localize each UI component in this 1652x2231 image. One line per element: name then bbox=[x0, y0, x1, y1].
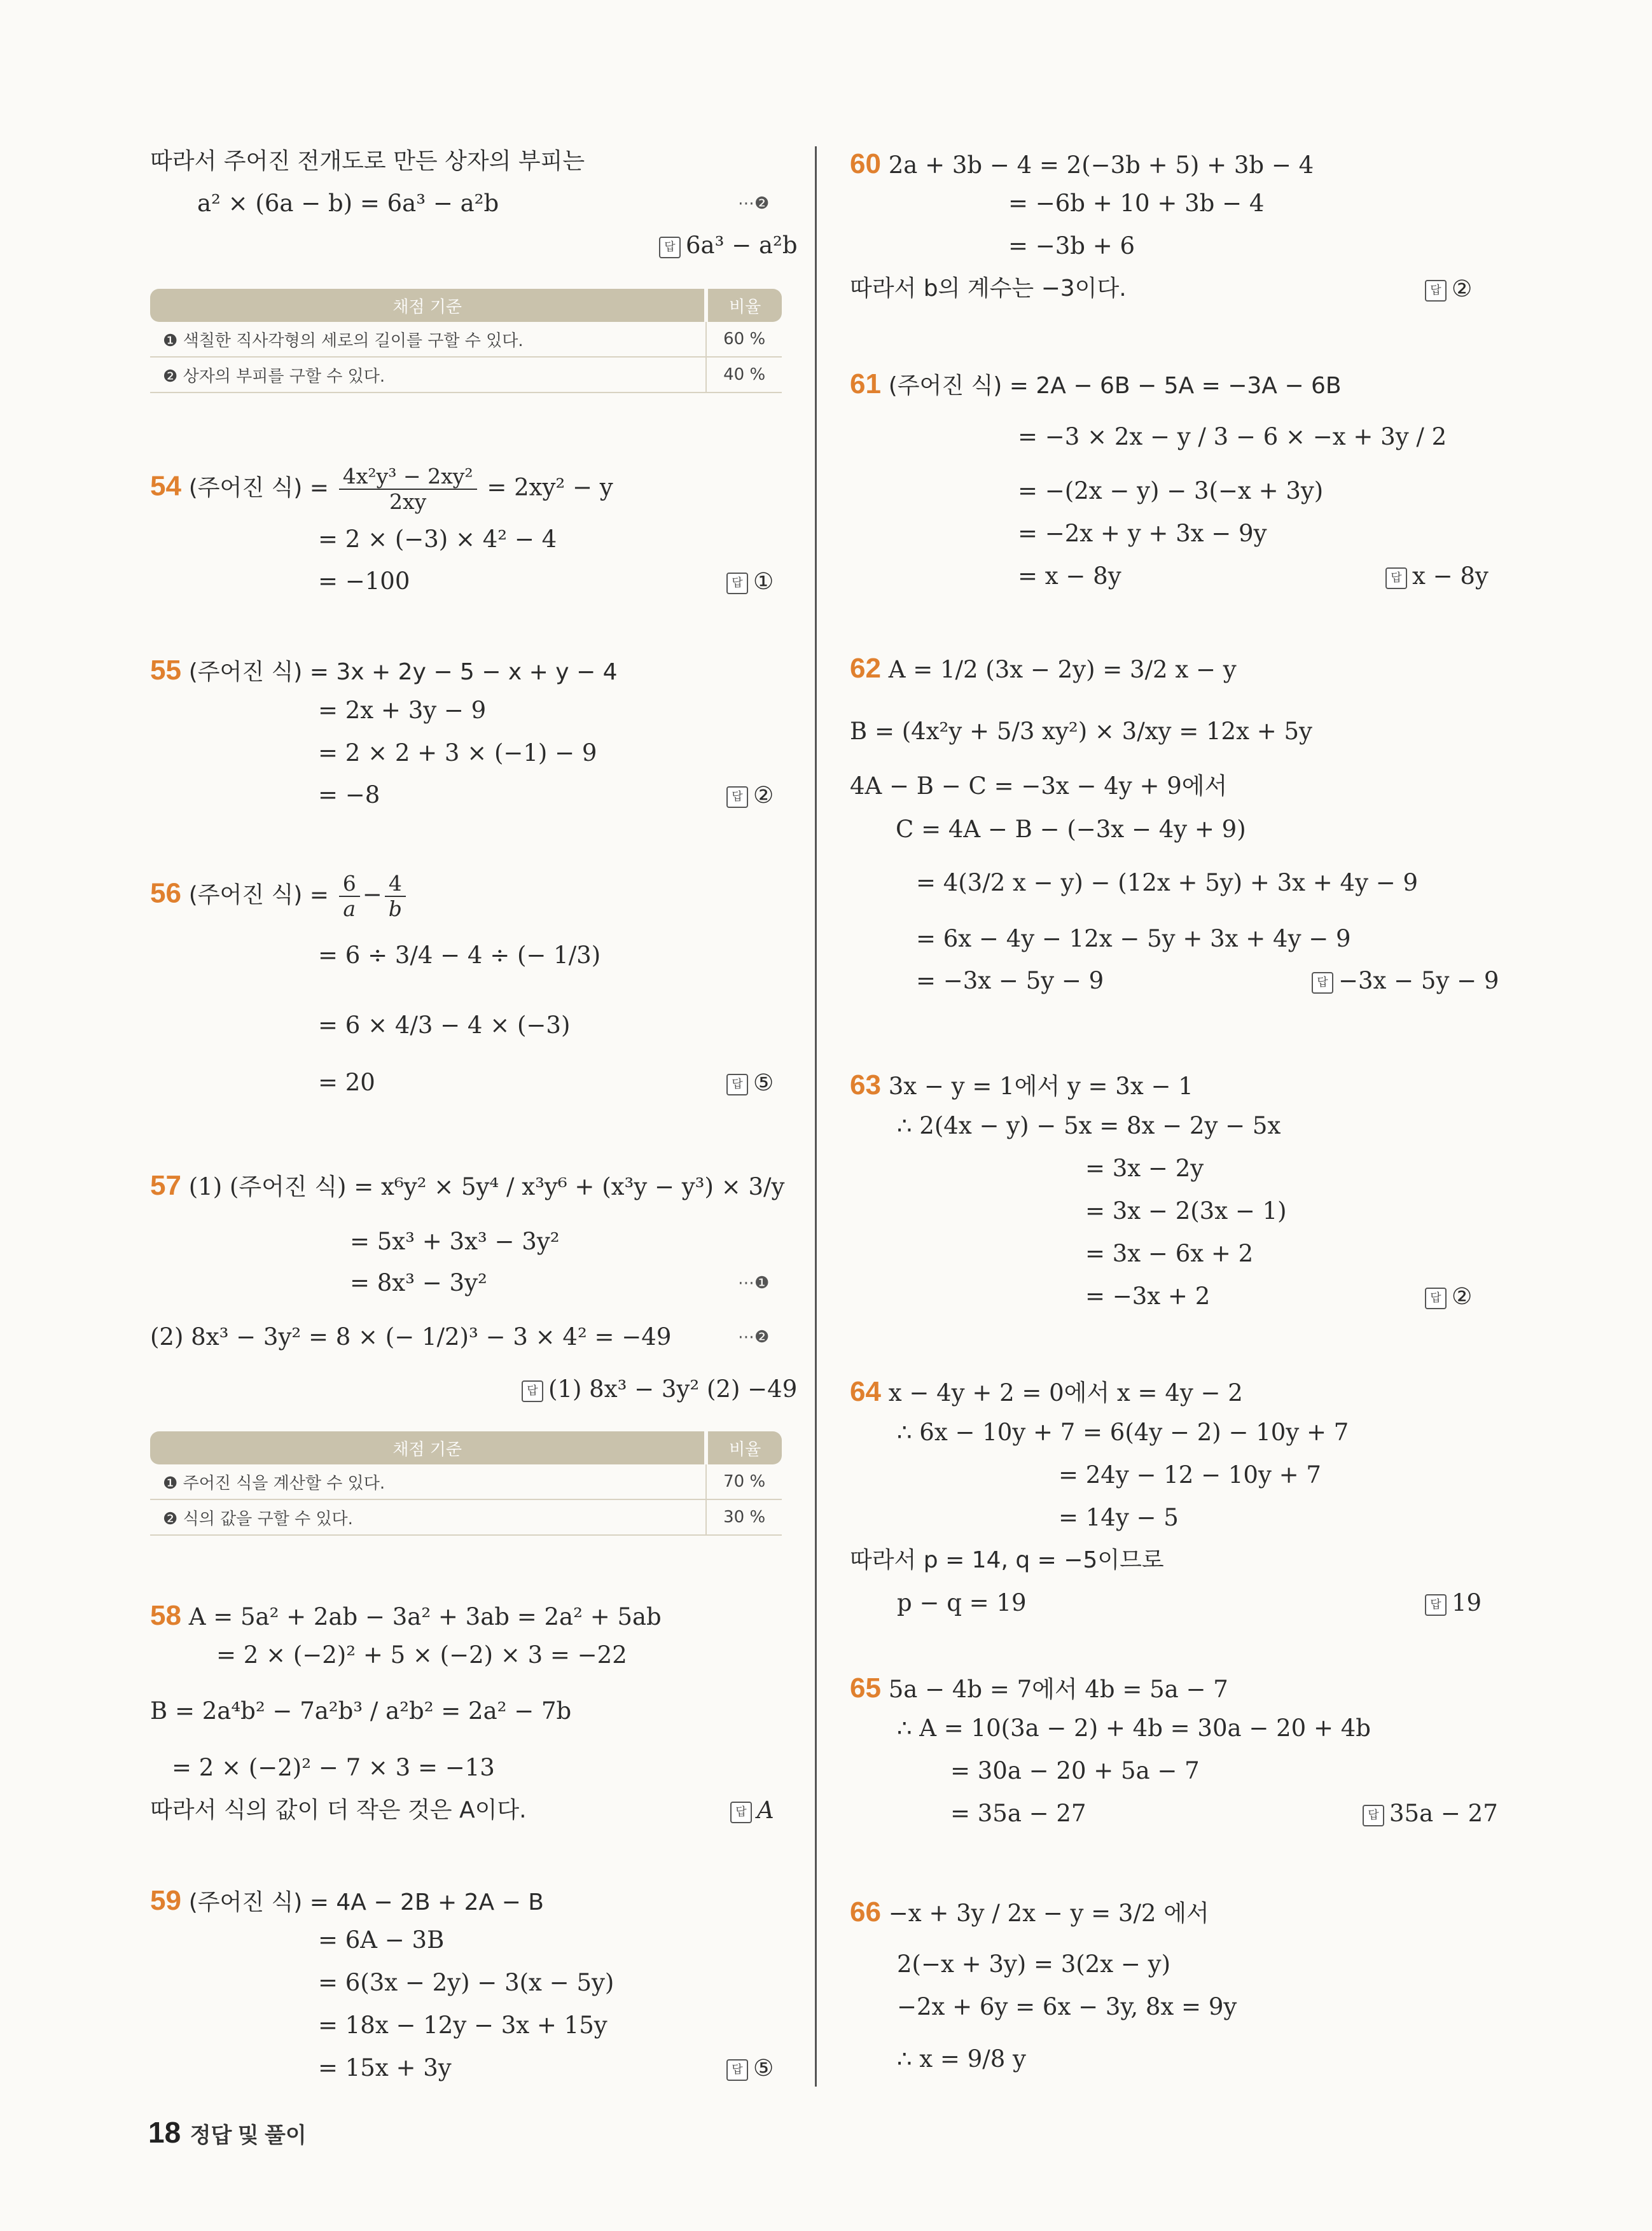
solution-line: = 3x − 2y bbox=[1085, 1155, 1204, 1182]
solution-line: −2x + 6y = 6x − 3y, 8x = 9y bbox=[897, 1993, 1237, 2020]
solution-line: 4A − B − C = −3x − 4y + 9에서 bbox=[850, 772, 1228, 800]
solution-line: = 20 bbox=[318, 1069, 375, 1096]
solution-line: ∴ x = 9/8 y bbox=[897, 2045, 1026, 2073]
step-marker: ⋯❶ bbox=[738, 1274, 770, 1293]
solution-line: = 6 ÷ 3/4 − 4 ÷ (− 1/3) bbox=[318, 942, 601, 969]
solution-line: = 6(3x − 2y) − 3(x − 5y) bbox=[318, 1969, 614, 1996]
table-row: ❶ 주어진 식을 계산할 수 있다. 70 % bbox=[150, 1464, 782, 1499]
solution-line: 따라서 식의 값이 더 작은 것은 A이다. bbox=[150, 1797, 527, 1823]
answer: 답 6a³ − a²b bbox=[659, 232, 798, 259]
solution-line: = −8 bbox=[318, 781, 380, 809]
solution-line: 따라서 p = 14, q = −5이므로 bbox=[850, 1547, 1164, 1573]
solution-line: = x − 8y bbox=[1018, 562, 1121, 590]
answer: 답 (1) 8x³ − 3y² (2) −49 bbox=[522, 1375, 797, 1403]
answer-icon: 답 bbox=[659, 237, 681, 258]
answer-icon: 답 bbox=[726, 786, 748, 808]
problem-66: 66 −x + 3y / 2x − y = 3/2 에서 bbox=[850, 1896, 1209, 1928]
answer: 답 A bbox=[730, 1797, 774, 1824]
solution-line: = 8x³ − 3y² bbox=[350, 1269, 487, 1296]
solution-line: = −100 bbox=[318, 567, 410, 595]
problem-63: 63 3x − y = 1에서 y = 3x − 1 bbox=[850, 1069, 1193, 1101]
answer: 답 −3x − 5y − 9 bbox=[1312, 967, 1499, 994]
problem-59: 59 (주어진 식) = 4A − 2B + 2A − B bbox=[150, 1885, 544, 1916]
solution-line: = 24y − 12 − 10y + 7 bbox=[1059, 1461, 1321, 1489]
solution-line: C = 4A − B − (−3x − 4y + 9) bbox=[896, 816, 1246, 843]
table-header-ratio: 비율 bbox=[706, 1431, 782, 1464]
answer: 답 x − 8y bbox=[1385, 562, 1489, 590]
solution-line: = 2 × (−2)² − 7 × 3 = −13 bbox=[172, 1754, 495, 1781]
table-header-criteria: 채점 기준 bbox=[150, 1431, 706, 1464]
step-marker: ⋯❷ bbox=[738, 1328, 770, 1347]
answer-icon: 답 bbox=[730, 1802, 752, 1823]
column-divider bbox=[815, 146, 817, 2087]
solution-line: = −3 × 2x − y / 3 − 6 × −x + 3y / 2 bbox=[1018, 423, 1447, 450]
solution-line: = 3x − 2(3x − 1) bbox=[1085, 1197, 1287, 1225]
solution-line: = 2x + 3y − 9 bbox=[318, 697, 487, 724]
solution-line: = −3x − 5y − 9 bbox=[916, 967, 1104, 994]
solution-line: = −3b + 6 bbox=[1008, 232, 1135, 260]
table-header-criteria: 채점 기준 bbox=[150, 289, 706, 322]
solution-line: = −(2x − y) − 3(−x + 3y) bbox=[1018, 477, 1324, 504]
page-footer bbox=[148, 2115, 307, 2150]
step-marker: ⋯❷ bbox=[738, 194, 770, 213]
solution-line: = −6b + 10 + 3b − 4 bbox=[1008, 190, 1265, 217]
answer: 답 ⑤ bbox=[726, 1069, 774, 1096]
table-row: ❷ 상자의 부피를 구할 수 있다. 40 % bbox=[150, 357, 782, 393]
solution-line: = 18x − 12y − 3x + 15y bbox=[318, 2012, 607, 2039]
problem-58: 58 A = 5a² + 2ab − 3a² + 3ab = 2a² + 5ab bbox=[150, 1600, 662, 1631]
solution-line: = −3x + 2 bbox=[1085, 1282, 1211, 1310]
solution-line: ∴ 6x − 10y + 7 = 6(4y − 2) − 10y + 7 bbox=[897, 1419, 1349, 1446]
solution-line: = 2 × 2 + 3 × (−1) − 9 bbox=[318, 739, 597, 767]
solution-line: = 5x³ + 3x³ − 3y² bbox=[350, 1228, 560, 1255]
solution-line: p − q = 19 bbox=[897, 1589, 1027, 1616]
solution-line: = 6x − 4y − 12x − 5y + 3x + 4y − 9 bbox=[916, 925, 1351, 952]
problem-54: 54 (주어진 식) = $\frac{\text{4x²y³ − 2xy²}}{2xy}$ = 2xy² − y bbox=[150, 464, 613, 514]
intro-text: 따라서 주어진 전개도로 만든 상자의 부피는 bbox=[150, 148, 585, 174]
problem-64: 64 x − 4y + 2 = 0에서 x = 4y − 2 bbox=[850, 1376, 1243, 1407]
answer-icon: 답 bbox=[1363, 1805, 1384, 1826]
answer: 답 35a − 27 bbox=[1363, 1800, 1498, 1827]
solution-line: 2(−x + 3y) = 3(2x − y) bbox=[897, 1950, 1171, 1978]
answer: 답 ② bbox=[726, 781, 774, 809]
scoring-table bbox=[150, 289, 782, 393]
answer: 답 ② bbox=[1425, 275, 1472, 302]
table-row: ❶ 색칠한 직사각형의 세로의 길이를 구할 수 있다. 60 % bbox=[150, 322, 782, 357]
solution-line: (2) 8x³ − 3y² = 8 × (− 1/2)³ − 3 × 4² = −49 bbox=[150, 1323, 672, 1351]
solution-line: 따라서 b의 계수는 −3이다. bbox=[850, 275, 1127, 302]
problem-60: 60 2a + 3b − 4 = 2(−3b + 5) + 3b − 4 bbox=[850, 148, 1314, 179]
solution-line: B = 2a⁴b² − 7a²b³ / a²b² = 2a² − 7b bbox=[150, 1697, 572, 1725]
scoring-table bbox=[150, 1431, 782, 1536]
solution-line: = 2 × (−3) × 4² − 4 bbox=[318, 525, 557, 553]
problem-57: 57 (1) (주어진 식) = x⁶y² × 5y⁴ / x³y⁶ + (x³y − y³) × 3/y bbox=[150, 1170, 785, 1201]
answer: 답 19 bbox=[1425, 1589, 1482, 1616]
intro-expr: a² × (6a − b) = 6a³ − a²b bbox=[197, 190, 499, 217]
answer: 답 ① bbox=[726, 567, 774, 595]
solution-line: B = (4x²y + 5/3 xy²) × 3/xy = 12x + 5y bbox=[850, 718, 1312, 745]
answer-icon: 답 bbox=[1425, 1288, 1447, 1309]
problem-62: 62 A = 1/2 (3x − 2y) = 3/2 x − y bbox=[850, 653, 1237, 684]
answer: 답 ② bbox=[1425, 1282, 1472, 1310]
answer-icon: 답 bbox=[1312, 972, 1333, 994]
table-row: ❷ 식의 값을 구할 수 있다. 30 % bbox=[150, 1499, 782, 1535]
solution-line: = 6 × 4/3 − 4 × (−3) bbox=[318, 1011, 571, 1039]
answer-icon: 답 bbox=[1425, 280, 1447, 302]
problem-56: 56 (주어진 식) = $\frac{6}{a}$ − $\frac{4}{b}$ bbox=[150, 872, 408, 921]
problem-65: 65 5a − 4b = 7에서 4b = 5a − 7 bbox=[850, 1672, 1228, 1704]
problem-61: 61 (주어진 식) = 2A − 6B − 5A = −3A − 6B bbox=[850, 368, 1342, 400]
solution-line: = 30a − 20 + 5a − 7 bbox=[950, 1757, 1200, 1784]
answer-icon: 답 bbox=[726, 2059, 748, 2081]
solution-line: = 2 × (−2)² + 5 × (−2) × 3 = −22 bbox=[216, 1641, 627, 1669]
solution-line: = 6A − 3B bbox=[318, 1926, 445, 1954]
answer: 답 ⑤ bbox=[726, 2054, 774, 2082]
solution-line: = 4(3/2 x − y) − (12x + 5y) + 3x + 4y − 9 bbox=[916, 869, 1419, 896]
answer-icon: 답 bbox=[726, 1074, 748, 1095]
solution-line: ∴ 2(4x − y) − 5x = 8x − 2y − 5x bbox=[897, 1112, 1281, 1139]
answer-icon: 답 bbox=[726, 573, 748, 594]
problem-55: 55 (주어진 식) = 3x + 2y − 5 − x + y − 4 bbox=[150, 655, 618, 686]
solution-line: = 35a − 27 bbox=[950, 1800, 1086, 1827]
solution-line: ∴ A = 10(3a − 2) + 4b = 30a − 20 + 4b bbox=[897, 1714, 1371, 1742]
solution-line: = 14y − 5 bbox=[1059, 1504, 1179, 1531]
footer-title: 정답 및 풀이 bbox=[190, 2123, 307, 2148]
page-number: 18 bbox=[148, 2116, 181, 2149]
solution-line: = −2x + y + 3x − 9y bbox=[1018, 520, 1267, 547]
answer-icon: 답 bbox=[1425, 1594, 1447, 1616]
answer-icon: 답 bbox=[1385, 567, 1407, 589]
solution-line: = 15x + 3y bbox=[318, 2054, 452, 2082]
table-header-ratio: 비율 bbox=[706, 289, 782, 322]
solution-line: = 3x − 6x + 2 bbox=[1085, 1240, 1254, 1267]
answer-icon: 답 bbox=[522, 1380, 543, 1402]
